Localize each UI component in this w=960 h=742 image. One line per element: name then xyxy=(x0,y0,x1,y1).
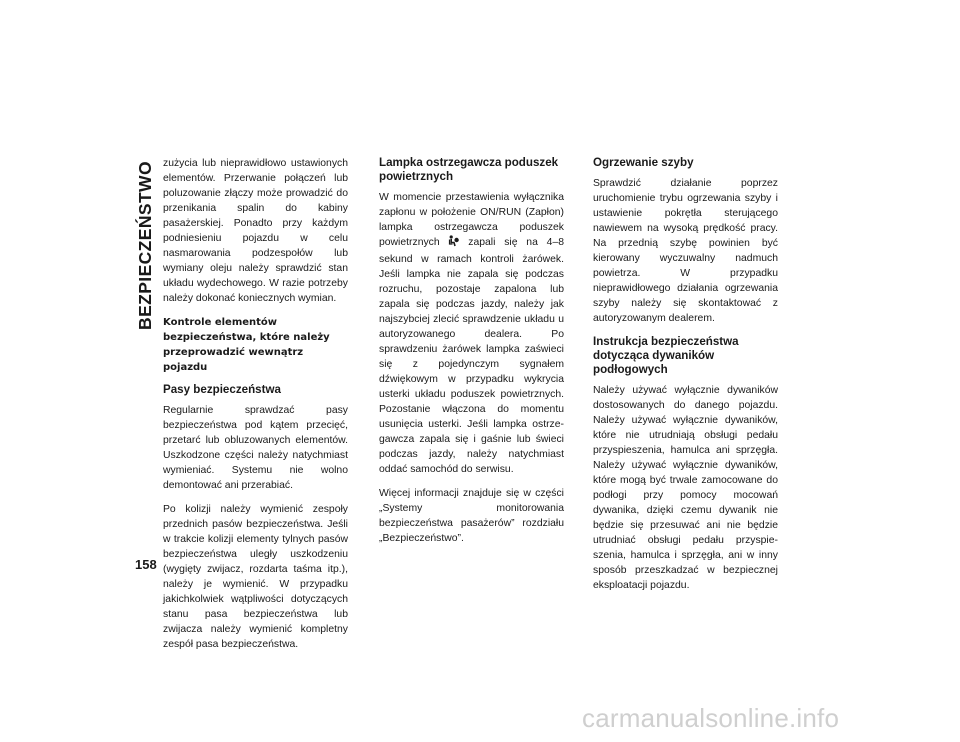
heading-defroster: Ogrzewanie szyby xyxy=(593,156,694,169)
airbag-text-after: zapali się na 4–8 sekund w ramach kontroli żarówek. Jeśli lampka nie zapala się podczas rozruchu, pozostaje zapalona lub zapala się podczas jazdy, należy jak najszybciej zlecić sprawdzenie układu u autoryzowanego dealera. Po sprawdzeniu żarówek lampka zaświeci się z pojedynczym sygnałem dźwiękowym w przypadku wykrycia usterki układu poduszek powietrznych. Pozostanie włączona do momentu usunięcia usterki. Jeśli lampka ostrzegawcza zapala się i gaśnie lub świeci podczas jazdy, należy natychmiast oddać samochód do serwisu. xyxy=(379,237,565,475)
page-number: 158 xyxy=(135,557,157,572)
heading-airbag-warning-light: Lampka ostrzegawcza poduszek powietrznych xyxy=(379,156,559,183)
paragraph-seat-belts-collision: Po kolizji należy wymienić zespoły przednich pasów bezpieczeństwa. Jeśli w trakcie kolizji elementy tylnych pasów bezpieczeństwa uległy uszkodzeniu (wygięty zwijacz, rozdarta taśma itp.), należy je wymienić. W przypadku jakichkolwiek wątpliwości dotyczących stanu pasa bezpieczeństwa lub zwijacza należy wymienić kompletny zespół pasa bezpieczeństwa. xyxy=(163,504,348,650)
paragraph-more-info: Więcej informacji znajduje się w części „Systemy monitorowania bezpieczeństwa pasażerów” rozdziału „Bezpieczeństwo”. xyxy=(379,488,564,544)
heading-floor-mat-safety: Instrukcja bezpieczeństwa dotycząca dywaników podłogowych xyxy=(593,335,739,376)
airbag-text-before: W momencie przestawienia wyłącznika zapłonu w położenie ON/RUN (Zapłon) lampka ostrzegawcza poduszek powietrznych xyxy=(379,192,564,248)
paragraph-seat-belts-check: Regularnie sprawdzać pasy bezpieczeństwa pod kątem przecięć, przetarć lub obluzowanych elementów. Uszkodzone części należy natychmiast wymieniać. Systemu nie wolno demontować ani przerabiać. xyxy=(163,405,348,491)
column-3 xyxy=(593,156,778,602)
paragraph-defroster: Sprawdzić działanie poprzez uruchomienie trybu ogrzewania szyby i ustawienie pokrętła sterującego nawiewem na wysoką prędkość pracy. Na przednią szybę powinien być kierowany wyczuwalny nadmuch powietrza. W przypadku nieprawidłowego działania ogrzewania szyby należy się skontaktować z autoryzowanym dealerem. xyxy=(593,178,778,324)
column-2 xyxy=(379,156,564,555)
heading-seat-belts: Pasy bezpieczeństwa xyxy=(163,383,281,396)
section-title xyxy=(133,158,157,333)
paragraph-floor-mats: Należy używać wyłącznie dywaników dostosowanych do danego pojazdu. Należy używać wyłącznie dywaników, które nie utrudniają obsługi pedału przyspieszenia, hamulca ani sprzęgła. Należy używać wyłącznie dywaników, które mogą być trwale zamocowane do podłogi przy pomocy mocowań dywanika, dzięki czemu dywanik nie będzie się przesuwać ani nie będzie utrudniać obsługi pedału przyspieszenia, hamulca i sprzęgła, ani w inny sposób przeszkadzać w bezpiecznej eksploatacji pojazdu. xyxy=(593,385,778,591)
paragraph-exhaust: zużycia lub nieprawidłowo ustawionych elementów. Przerwanie połączeń lub poluzowanie złączy może prowadzić do przenikania spalin do kabiny pasażerskiej. Ponadto przy każdym podniesieniu pojazdu w celu nasmarowania podzespołów lub wymiany oleju należy sprawdzić stan układu wydechowego. W razie potrzeby należy dokonać koniecznych wymian. xyxy=(163,158,348,304)
airbag-warning-icon xyxy=(448,235,459,252)
column-1 xyxy=(163,156,348,661)
paragraph-airbag-warning xyxy=(379,190,564,477)
heading-interior-checks: Kontrole elementów bezpieczeństwa, które należy przeprowadzić wewnątrz pojazdu xyxy=(163,317,330,373)
watermark: carmanualsonline.info xyxy=(582,703,840,733)
section-title-text: BEZPIECZEŃSTWO xyxy=(134,161,155,330)
